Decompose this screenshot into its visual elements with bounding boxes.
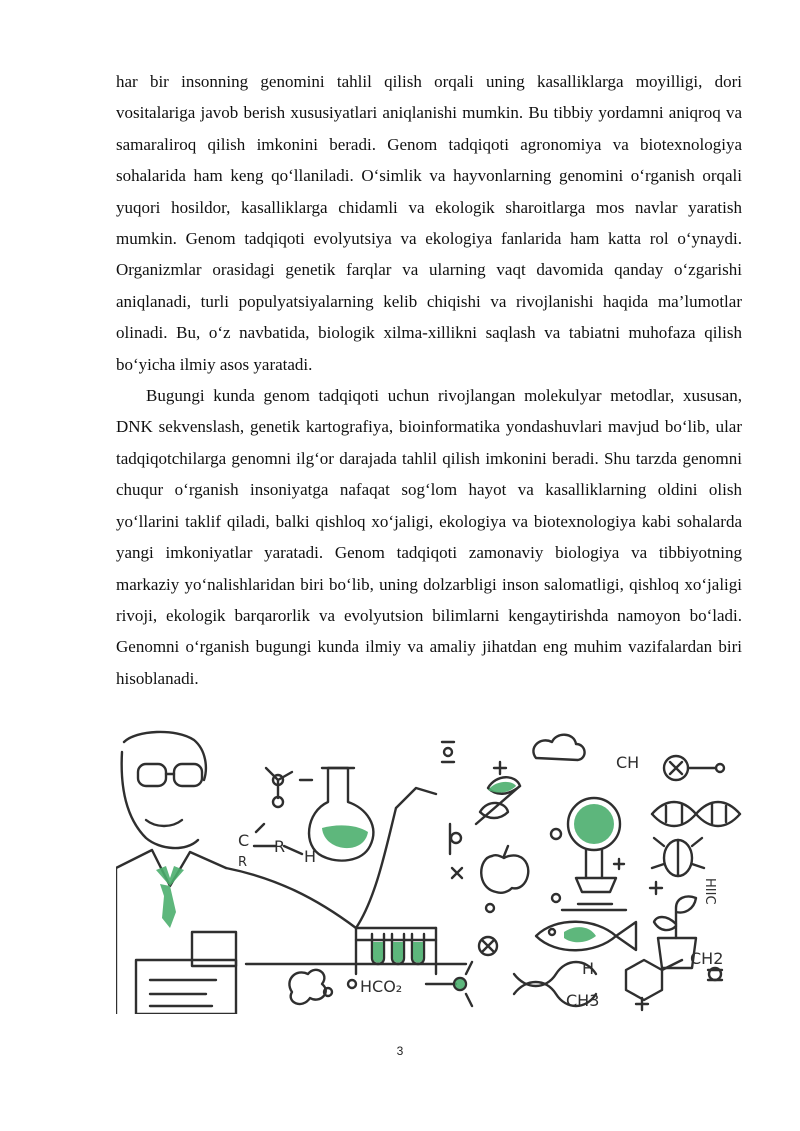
label-hc-vertical: HIIC: [702, 878, 717, 905]
label-c: C: [238, 831, 250, 850]
body-text: [116, 66, 742, 694]
label-r: R: [238, 855, 248, 870]
scientist-lab-doodle-icon: [116, 728, 742, 1014]
label-r2: R: [274, 837, 286, 856]
label-h: H: [582, 959, 595, 978]
paragraph-1: har bir insonning genomini tahlil qilish orqali uning kasalliklarga moyilligi, dori vositalariga javob berish xususiyatlari aniqlanishi mumkin. Bu tibbiy yordamni aniqroq va samaraliroq qilish imkonini beradi. Genom tadqiqoti agronomiya va biotexnologiya sohalarida ham keng qo‘llaniladi. O‘simlik va hayvonlarning genomini o‘rganish orqali yuqori hosildor, kasalliklarga chidamli va ekologik sharoitlarga mos navlar yaratish mumkin. Genom tadqiqoti evolyutsiya va ekologiya fanlarida ham katta rol o‘ynaydi. Organizmlar orasidagi genetik farqlar va ularning vaqt davomida qanday o‘zgarishi aniqlanadi, turli populyatsiyalarning kelib chiqishi va rivojlanishi haqida ma’lumotlar olinadi. Bu, o‘z navbatida, biologik xilma-xillikni saqlash va tabiatni muhofaza qilish bo‘yicha ilmiy asos yaratadi.: [116, 72, 742, 374]
label-ch2: CH2: [690, 949, 724, 968]
label-ch: CH: [616, 753, 640, 772]
page-number: 3: [396, 1044, 404, 1058]
paragraph-2: Bugungi kunda genom tadqiqoti uchun rivojlangan molekulyar metodlar, xususan, DNK sekvenslash, genetik kartografiya, bioinformatika yondashuvlari mavjud bo‘lib, ular tadqiqotchilarga genomni ilg‘or darajada tahlil qilish imkonini beradi. Shu tarzda genomni chuqur o‘rganish insoniyatga nafaqat sog‘lom hayot va kasalliklarning oldini olish yo‘llarini taklif qiladi, balki qishloq xo‘jaligi, ekologiya va biotexnologiya kabi sohalarda yangi imkoniyatlar yaratadi. Genom tadqiqoti zamonaviy biologiya va tibbiyotning markaziy yo‘nalishlaridan biri bo‘lib, uning dolzarbligi inson salomatligi, qishloq xo‘jaligi rivoji, ekologik barqarorlik va evolyutsion bilimlarni kengaytirishda namoyon bo‘ladi. Genomni o‘rganish bugungi kunda ilmiy va amaliy jihatdan eng muhim vazifalardan biri hisoblanadi.: [116, 386, 742, 688]
label-ch3: CH3: [566, 991, 600, 1010]
label-h2: H: [304, 847, 317, 866]
label-hco2: HCO₂: [360, 977, 403, 996]
